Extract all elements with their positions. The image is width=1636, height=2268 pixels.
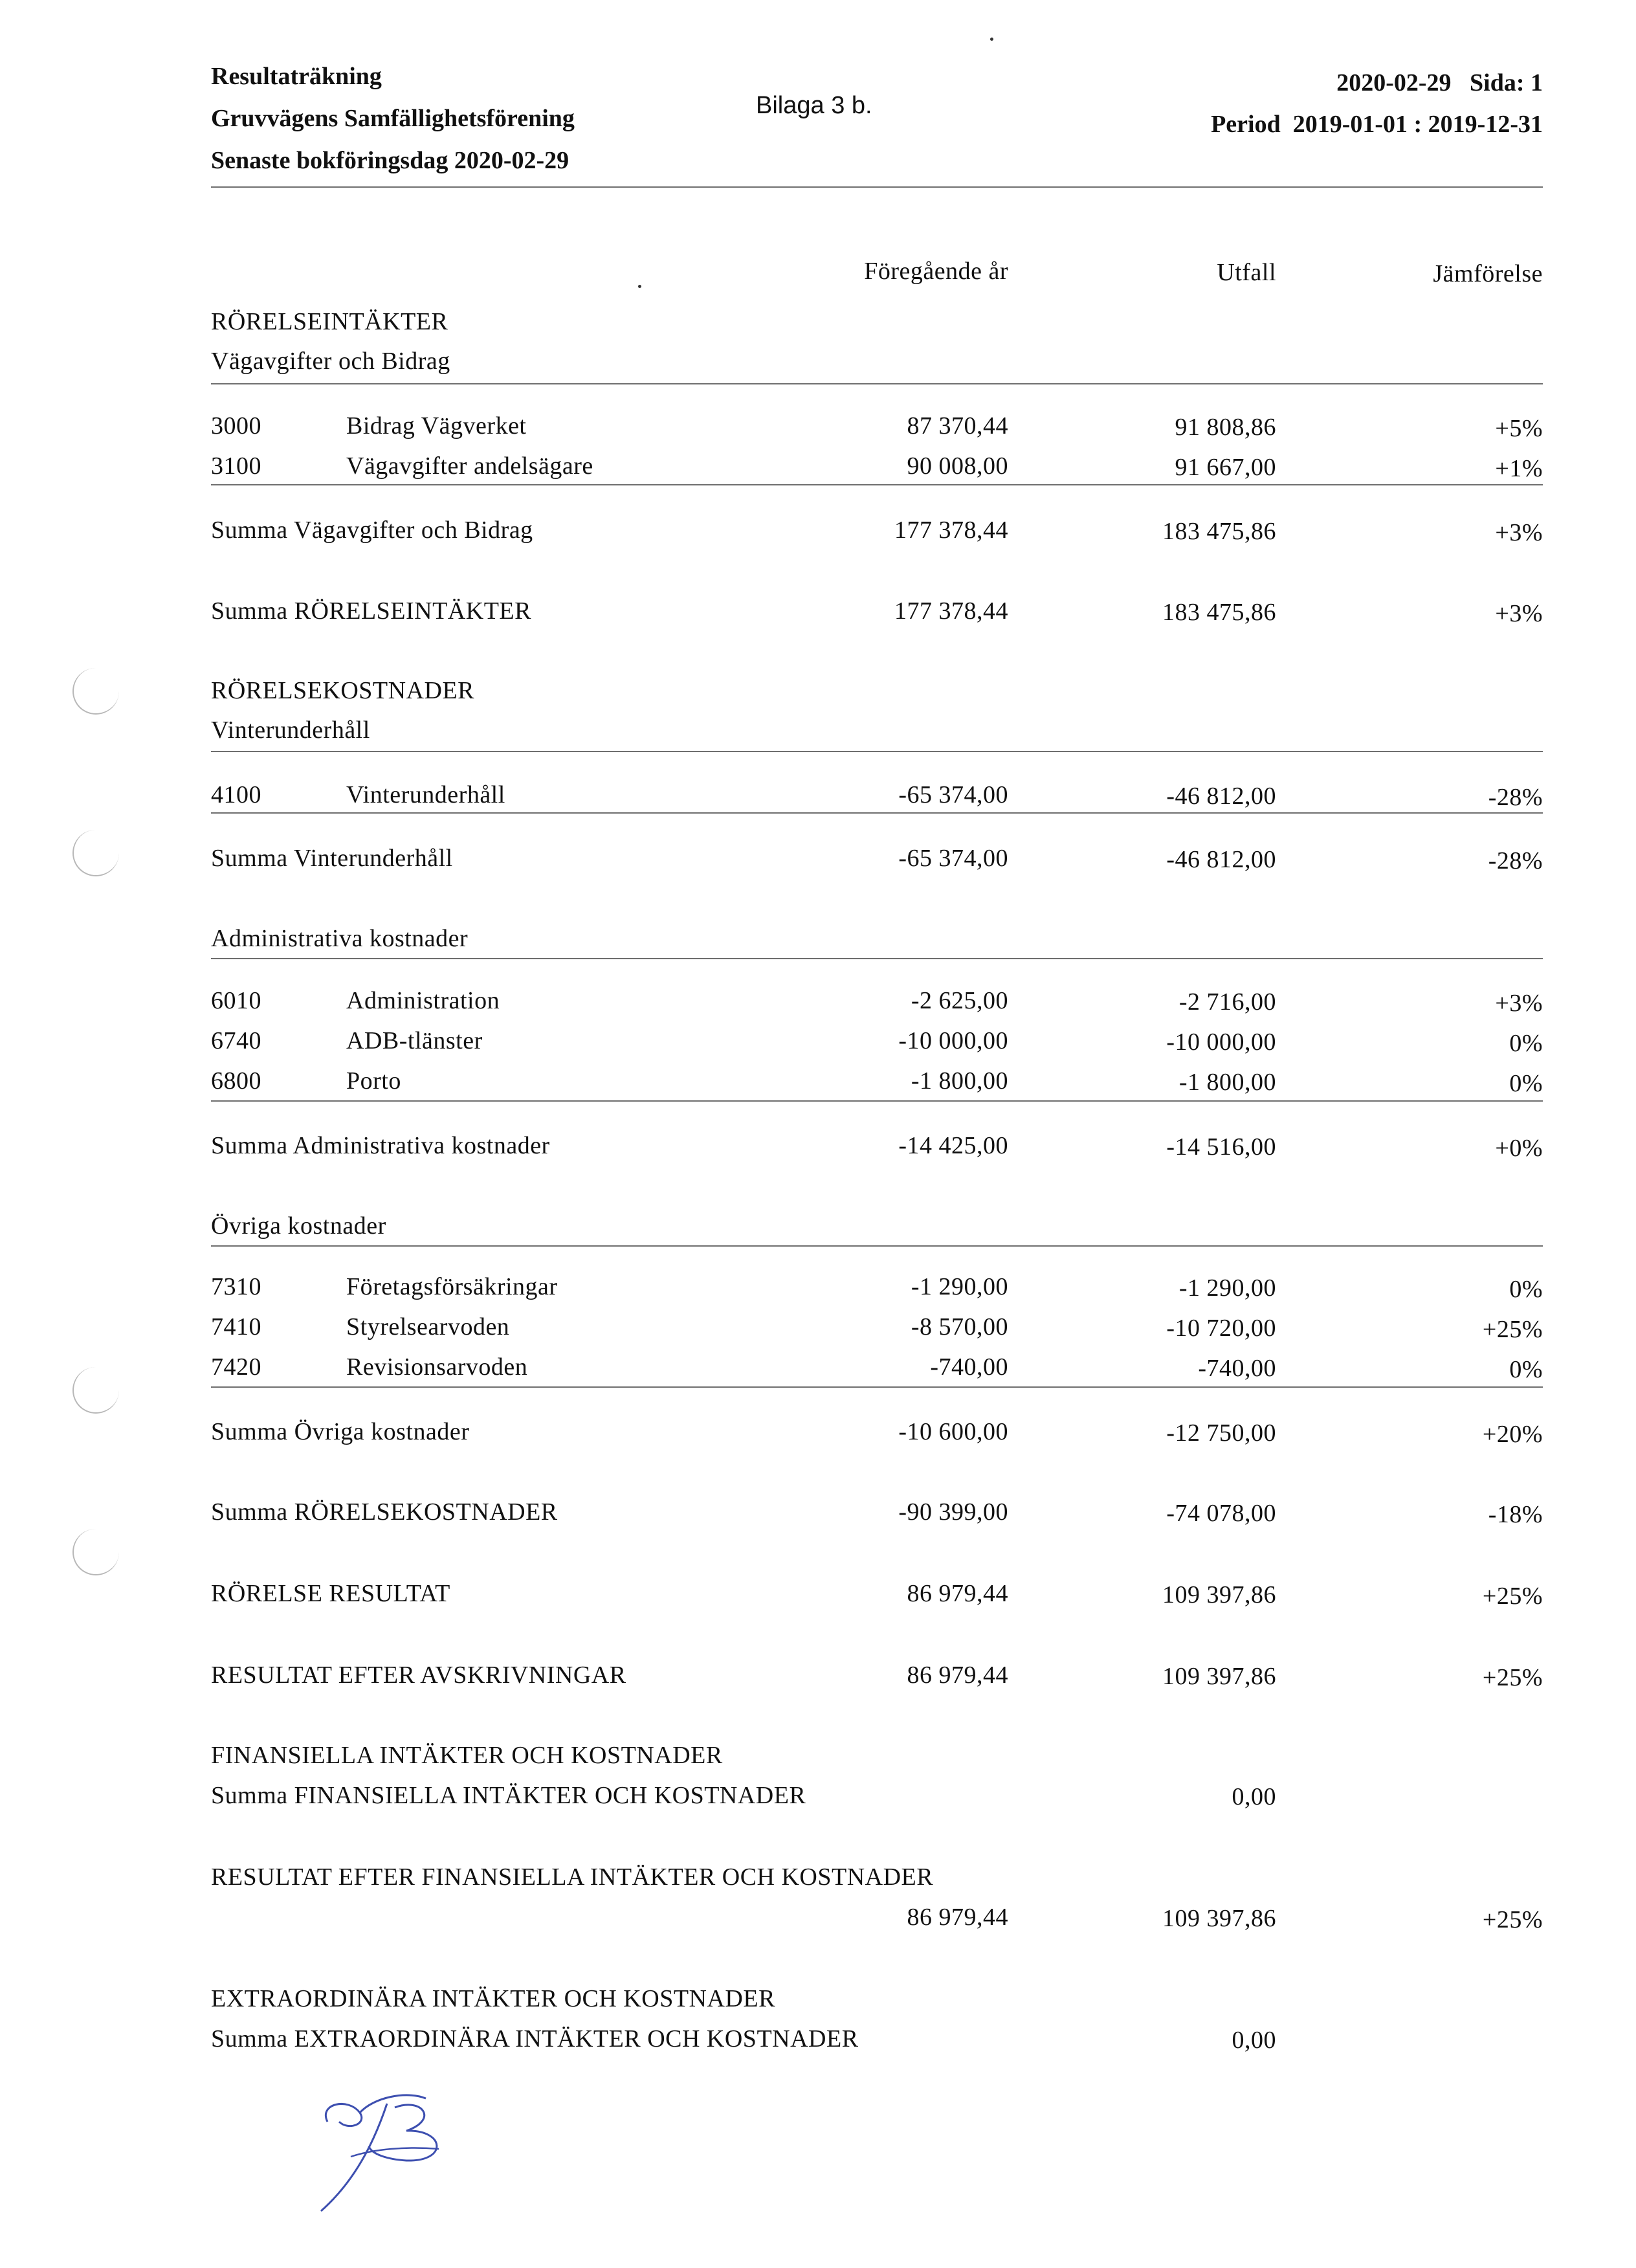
column-header-prev-year: Föregående år <box>864 258 1008 285</box>
sum-operating-income-label: Summa RÖRELSEINTÄKTER <box>211 597 531 625</box>
account-number: 3000 <box>211 412 261 439</box>
result-after-financial-comparison: +25% <box>1482 1906 1543 1933</box>
account-prev: 87 370,44 <box>907 412 1008 439</box>
account-comparison: 0% <box>1509 1070 1543 1097</box>
sum-winter-comparison: -28% <box>1488 847 1543 874</box>
account-outcome: -10 720,00 <box>1166 1315 1276 1342</box>
sum-winter-label: Summa Vinterunderhåll <box>211 845 453 872</box>
group-heading-other: Övriga kostnader <box>211 1212 386 1240</box>
account-prev: -1 800,00 <box>911 1067 1008 1095</box>
sum-extraordinary-outcome: 0,00 <box>1232 2027 1276 2054</box>
sum-admin-prev: -14 425,00 <box>898 1132 1008 1159</box>
table-rule <box>211 812 1543 814</box>
operating-result-outcome: 109 397,86 <box>1162 1581 1276 1608</box>
sum-other-prev: -10 600,00 <box>898 1418 1008 1445</box>
operating-result-prev: 86 979,44 <box>907 1580 1008 1607</box>
table-rule <box>211 751 1543 752</box>
table-rule <box>211 1245 1543 1247</box>
sum-operating-costs-prev: -90 399,00 <box>898 1498 1008 1526</box>
punch-hole-mark <box>72 668 119 715</box>
sum-admin-outcome: -14 516,00 <box>1166 1133 1276 1161</box>
organization-name: Gruvvägens Samfällighetsförening <box>211 105 575 132</box>
account-prev: -740,00 <box>930 1353 1008 1381</box>
result-after-financial-label: RESULTAT EFTER FINANSIELLA INTÄKTER OCH KOSTNADER <box>211 1863 934 1891</box>
account-name: ADB-tlänster <box>346 1027 483 1054</box>
sum-operating-income-prev: 177 378,44 <box>894 597 1008 625</box>
account-number: 6740 <box>211 1027 261 1054</box>
account-outcome: 91 667,00 <box>1175 454 1276 481</box>
sum-winter-outcome: -46 812,00 <box>1166 846 1276 873</box>
result-after-depreciation-prev: 86 979,44 <box>907 1662 1008 1689</box>
account-comparison: +25% <box>1482 1316 1543 1343</box>
account-comparison: +3% <box>1495 990 1543 1017</box>
account-prev: -65 374,00 <box>898 781 1008 808</box>
account-outcome: -1 290,00 <box>1178 1274 1276 1302</box>
table-rule <box>211 383 1543 384</box>
account-outcome: 91 808,86 <box>1175 414 1276 441</box>
table-rule <box>211 1386 1543 1388</box>
sum-other-comparison: +20% <box>1482 1421 1543 1448</box>
account-number: 6010 <box>211 987 261 1014</box>
group-heading-road-fees: Vägavgifter och Bidrag <box>211 348 450 375</box>
account-outcome: -46 812,00 <box>1166 783 1276 810</box>
scan-speck <box>990 38 993 41</box>
sum-admin-label: Summa Administrativa kostnader <box>211 1132 550 1159</box>
section-heading-financial: FINANSIELLA INTÄKTER OCH KOSTNADER <box>211 1742 723 1769</box>
report-title: Resultaträkning <box>211 63 382 90</box>
sum-operating-costs-outcome: -74 078,00 <box>1166 1500 1276 1527</box>
result-after-depreciation-comparison: +25% <box>1482 1664 1543 1691</box>
sum-admin-comparison: +0% <box>1495 1135 1543 1162</box>
column-header-comparison: Jämförelse <box>1433 260 1543 287</box>
sum-extraordinary-label: Summa EXTRAORDINÄRA INTÄKTER OCH KOSTNADER <box>211 2025 859 2052</box>
account-outcome: -10 000,00 <box>1166 1028 1276 1056</box>
account-name: Administration <box>346 987 500 1014</box>
header-rule <box>211 186 1543 188</box>
sum-road-fees-comparison: +3% <box>1495 519 1543 546</box>
last-booking-date: Senaste bokföringsdag 2020-02-29 <box>211 147 569 174</box>
section-heading-extraordinary: EXTRAORDINÄRA INTÄKTER OCH KOSTNADER <box>211 1985 775 2012</box>
account-name: Revisionsarvoden <box>346 1353 528 1381</box>
account-prev: 90 008,00 <box>907 452 1008 480</box>
account-number: 6800 <box>211 1067 261 1095</box>
account-prev: -1 290,00 <box>911 1273 1008 1300</box>
operating-result-comparison: +25% <box>1482 1583 1543 1610</box>
section-heading-income: RÖRELSEINTÄKTER <box>211 308 448 335</box>
group-heading-winter: Vinterunderhåll <box>211 717 370 744</box>
punch-hole-mark <box>72 1529 119 1575</box>
account-number: 4100 <box>211 781 261 808</box>
account-name: Styrelsearvoden <box>346 1313 510 1340</box>
account-comparison: +1% <box>1495 455 1543 482</box>
account-prev: -8 570,00 <box>911 1313 1008 1340</box>
sum-other-outcome: -12 750,00 <box>1166 1419 1276 1447</box>
sum-road-fees-prev: 177 378,44 <box>894 517 1008 544</box>
account-outcome: -1 800,00 <box>1178 1069 1276 1096</box>
sum-operating-costs-comparison: -18% <box>1488 1501 1543 1528</box>
account-name: Företagsförsäkringar <box>346 1273 558 1300</box>
report-period: Period 2019-01-01 : 2019-12-31 <box>1211 111 1543 138</box>
sum-road-fees-label: Summa Vägavgifter och Bidrag <box>211 517 533 544</box>
account-comparison: -28% <box>1488 784 1543 811</box>
sum-winter-prev: -65 374,00 <box>898 845 1008 872</box>
column-header-outcome: Utfall <box>1217 259 1276 286</box>
result-after-depreciation-label: RESULTAT EFTER AVSKRIVNINGAR <box>211 1662 626 1689</box>
account-name: Porto <box>346 1067 401 1095</box>
punch-hole-mark <box>72 830 119 876</box>
section-heading-costs: RÖRELSEKOSTNADER <box>211 677 475 704</box>
attachment-label: Bilaga 3 b. <box>756 92 872 119</box>
handwritten-signature <box>309 2084 465 2227</box>
account-number: 7410 <box>211 1313 261 1340</box>
sum-financial-label: Summa FINANSIELLA INTÄKTER OCH KOSTNADER <box>211 1782 806 1809</box>
account-comparison: 0% <box>1509 1276 1543 1303</box>
account-number: 3100 <box>211 452 261 480</box>
group-heading-admin: Administrativa kostnader <box>211 925 469 952</box>
account-comparison: 0% <box>1509 1030 1543 1057</box>
result-after-financial-outcome: 109 397,86 <box>1162 1905 1276 1932</box>
date-page-number: 2020-02-29 Sida: 1 <box>1336 69 1543 96</box>
sum-operating-income-outcome: 183 475,86 <box>1162 599 1276 626</box>
punch-hole-mark <box>72 1367 119 1414</box>
account-number: 7420 <box>211 1353 261 1381</box>
account-outcome: -740,00 <box>1198 1355 1276 1382</box>
table-rule <box>211 1100 1543 1102</box>
sum-other-label: Summa Övriga kostnader <box>211 1418 470 1445</box>
sum-operating-costs-label: Summa RÖRELSEKOSTNADER <box>211 1498 558 1526</box>
sum-financial-outcome: 0,00 <box>1232 1783 1276 1810</box>
account-number: 7310 <box>211 1273 261 1300</box>
result-after-depreciation-outcome: 109 397,86 <box>1162 1663 1276 1690</box>
table-rule <box>211 484 1543 485</box>
sum-operating-income-comparison: +3% <box>1495 600 1543 627</box>
account-comparison: +5% <box>1495 415 1543 442</box>
sum-road-fees-outcome: 183 475,86 <box>1162 518 1276 545</box>
account-prev: -10 000,00 <box>898 1027 1008 1054</box>
scan-speck <box>638 285 641 288</box>
account-name: Vägavgifter andelsägare <box>346 452 593 480</box>
account-name: Bidrag Vägverket <box>346 412 527 439</box>
account-name: Vinterunderhåll <box>346 781 505 808</box>
account-outcome: -2 716,00 <box>1178 988 1276 1016</box>
result-after-financial-prev: 86 979,44 <box>907 1904 1008 1931</box>
account-prev: -2 625,00 <box>911 987 1008 1014</box>
account-comparison: 0% <box>1509 1356 1543 1383</box>
operating-result-label: RÖRELSE RESULTAT <box>211 1580 450 1607</box>
table-rule <box>211 958 1543 959</box>
